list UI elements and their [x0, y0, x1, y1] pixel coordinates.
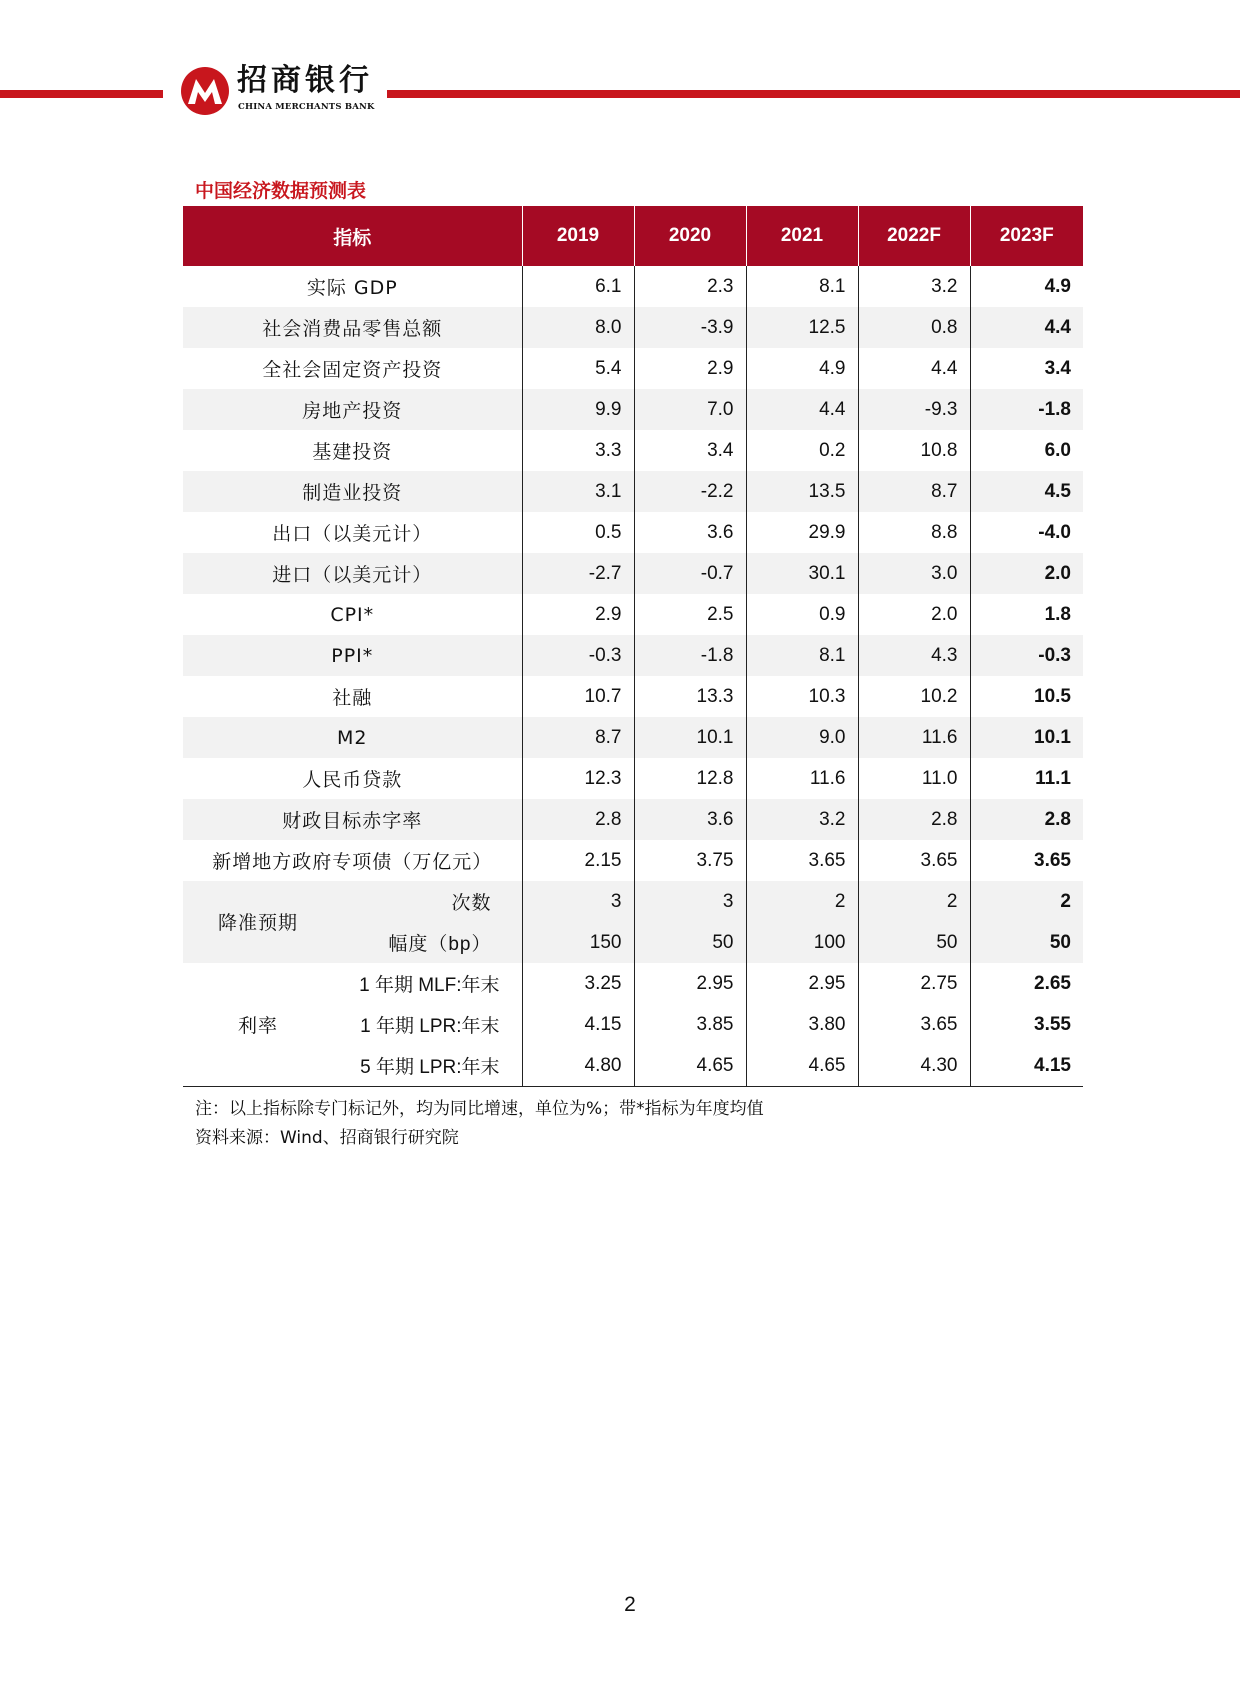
table-cell: 3.4 — [634, 430, 746, 471]
table-cell: 9.9 — [522, 389, 634, 430]
table-row — [183, 307, 1083, 348]
table-cell: 50 — [634, 922, 746, 963]
sub-row-label: 1 年期 LPR:年末 — [360, 1016, 500, 1037]
table-cell: 4.15 — [970, 1045, 1083, 1087]
table-cell: 100 — [746, 922, 858, 963]
table-cell: 8.7 — [522, 717, 634, 758]
table-cell: 3.80 — [746, 1004, 858, 1045]
table-row — [183, 635, 1083, 676]
table-cell: -2.2 — [634, 471, 746, 512]
table-cell: 2.8 — [522, 799, 634, 840]
table-cell: 4.4 — [746, 389, 858, 430]
table-note: 注：以上指标除专门标记外，均为同比增速，单位为%；带*指标为年度均值 — [195, 1099, 764, 1119]
table-cell: 29.9 — [746, 512, 858, 553]
row-label: CPI* — [330, 603, 375, 626]
row-label: 房地产投资 — [183, 389, 522, 430]
table-cell: 2 — [746, 881, 858, 922]
table-cell: -1.8 — [970, 389, 1083, 430]
row-label: M2 — [183, 717, 522, 758]
table-row — [183, 758, 1083, 799]
table-cell: 4.65 — [634, 1045, 746, 1087]
table-cell: 10.5 — [970, 676, 1083, 717]
table-row — [183, 594, 1083, 635]
page-number: 2 — [624, 1593, 636, 1616]
table-cell: 12.8 — [634, 758, 746, 799]
column-header: 2020 — [634, 206, 746, 266]
table-cell: 4.30 — [858, 1045, 970, 1087]
table-cell: 3.85 — [634, 1004, 746, 1045]
row-label — [183, 1045, 522, 1087]
table-cell: 10.2 — [858, 676, 970, 717]
table-cell: 4.4 — [858, 348, 970, 389]
table-row — [183, 717, 1083, 758]
table-cell: 8.7 — [858, 471, 970, 512]
table-cell: 4.15 — [522, 1004, 634, 1045]
table-cell: -0.3 — [522, 635, 634, 676]
table-cell: 2.8 — [970, 799, 1083, 840]
table-cell: 150 — [522, 922, 634, 963]
cmb-logo-icon — [180, 66, 230, 116]
table-cell: 4.9 — [970, 266, 1083, 307]
row-label: 进口（以美元计） — [183, 553, 522, 594]
table-cell: 8.1 — [746, 635, 858, 676]
table-cell: 5.4 — [522, 348, 634, 389]
table-cell: 8.8 — [858, 512, 970, 553]
table-cell: 3.3 — [522, 430, 634, 471]
brand-name-cn: 招商银行 — [237, 63, 373, 98]
table-cell: 3.4 — [970, 348, 1083, 389]
row-label: 社融 — [332, 687, 373, 709]
brand-name-en: CHINA MERCHANTS BANK — [238, 102, 375, 112]
table-row — [183, 1004, 1083, 1045]
table-row — [183, 348, 1083, 389]
table-cell: 2.95 — [746, 963, 858, 1004]
table-cell: 9.0 — [746, 717, 858, 758]
row-label: 基建投资 — [312, 441, 393, 463]
table-cell: 13.3 — [634, 676, 746, 717]
table-cell: 3.65 — [746, 840, 858, 881]
row-label — [183, 963, 522, 1004]
table-row — [183, 676, 1083, 717]
header-rule-right — [387, 90, 1240, 98]
table-cell: 50 — [970, 922, 1083, 963]
forecast-table — [183, 206, 1083, 1087]
table-cell: 3.0 — [858, 553, 970, 594]
table-row — [183, 799, 1083, 840]
row-label: 实际 GDP — [306, 277, 398, 299]
sub-row-label: 5 年期 LPR:年末 — [360, 1057, 500, 1078]
table-cell: 8.1 — [746, 266, 858, 307]
table-cell: 2.95 — [634, 963, 746, 1004]
column-header: 2022F — [858, 206, 970, 266]
table-cell: 2.15 — [522, 840, 634, 881]
table-row — [183, 1045, 1083, 1087]
table-cell: 11.0 — [858, 758, 970, 799]
table-cell: 3.65 — [970, 840, 1083, 881]
sub-row-label: 次数 — [451, 893, 492, 914]
table-cell: 0.5 — [522, 512, 634, 553]
table-cell: 11.6 — [858, 717, 970, 758]
table-cell: 1.8 — [970, 594, 1083, 635]
group-label: 利率 — [237, 1016, 278, 1037]
table-row — [183, 389, 1083, 430]
table-cell: 3.6 — [634, 512, 746, 553]
table-cell: -0.7 — [634, 553, 746, 594]
table-cell: 4.5 — [970, 471, 1083, 512]
table-cell: 10.1 — [634, 717, 746, 758]
row-label: 财政目标赤字率 — [183, 799, 522, 840]
table-cell: 2.3 — [634, 266, 746, 307]
table-cell: 12.5 — [746, 307, 858, 348]
table-row — [183, 512, 1083, 553]
row-label: 人民币贷款 — [302, 769, 403, 791]
table-cell: 2.0 — [970, 553, 1083, 594]
table-cell: 2.5 — [634, 594, 746, 635]
row-label: 出口（以美元计） — [272, 523, 433, 545]
table-cell: 10.1 — [970, 717, 1083, 758]
table-cell: -4.0 — [970, 512, 1083, 553]
sub-row-label: 1 年期 MLF:年末 — [359, 975, 500, 996]
table-row — [183, 471, 1083, 512]
table-cell: 2.8 — [858, 799, 970, 840]
table-cell: 4.80 — [522, 1045, 634, 1087]
row-label: 制造业投资 — [183, 471, 522, 512]
row-label: 全社会固定资产投资 — [262, 359, 443, 381]
table-cell: 13.5 — [746, 471, 858, 512]
table-row — [183, 430, 1083, 471]
row-label: PPI* — [183, 635, 522, 676]
table-cell: 10.8 — [858, 430, 970, 471]
table-cell: 3 — [634, 881, 746, 922]
table-cell: 3.2 — [858, 266, 970, 307]
table-row — [183, 553, 1083, 594]
table-cell: 2.75 — [858, 963, 970, 1004]
table-cell: 2.0 — [858, 594, 970, 635]
table-row — [183, 266, 1083, 307]
table-cell: 0.8 — [858, 307, 970, 348]
table-cell: -1.8 — [634, 635, 746, 676]
table-cell: 30.1 — [746, 553, 858, 594]
table-cell: 6.1 — [522, 266, 634, 307]
table-cell: 11.1 — [970, 758, 1083, 799]
table-cell: 10.7 — [522, 676, 634, 717]
table-cell: 4.3 — [858, 635, 970, 676]
table-title: 中国经济数据预测表 — [195, 180, 367, 202]
table-cell: 10.3 — [746, 676, 858, 717]
table-cell: 7.0 — [634, 389, 746, 430]
table-cell: 8.0 — [522, 307, 634, 348]
row-label — [183, 881, 522, 934]
table-cell: 2 — [970, 881, 1083, 922]
table-row — [183, 881, 1083, 922]
sub-row-label: 幅度（bp） — [388, 934, 492, 955]
table-cell: -9.3 — [858, 389, 970, 430]
table-cell: -2.7 — [522, 553, 634, 594]
table-cell: 2.65 — [970, 963, 1083, 1004]
row-label: 社会消费品零售总额 — [183, 307, 522, 348]
table-cell: 3.65 — [858, 840, 970, 881]
table-cell: 2.9 — [522, 594, 634, 635]
table-cell: 3.1 — [522, 471, 634, 512]
table-cell: 4.4 — [970, 307, 1083, 348]
table-cell: 6.0 — [970, 430, 1083, 471]
table-row — [183, 963, 1083, 1004]
table-cell: 4.9 — [746, 348, 858, 389]
table-row — [183, 840, 1083, 881]
row-label: 新增地方政府专项债（万亿元） — [212, 851, 493, 873]
table-cell: 3.2 — [746, 799, 858, 840]
column-header: 指标 — [183, 206, 522, 266]
column-header: 2019 — [522, 206, 634, 266]
header-rule-left — [0, 90, 163, 98]
table-cell: 50 — [858, 922, 970, 963]
table-cell: 3.6 — [634, 799, 746, 840]
table-cell: 0.9 — [746, 594, 858, 635]
table-cell: 3 — [522, 881, 634, 922]
table-header-row — [183, 206, 1083, 266]
table-cell: 3.65 — [858, 1004, 970, 1045]
table-cell: 12.3 — [522, 758, 634, 799]
table-cell: 0.2 — [746, 430, 858, 471]
column-header: 2021 — [746, 206, 858, 266]
group-label: 降准预期 — [217, 913, 298, 934]
table-cell: -3.9 — [634, 307, 746, 348]
row-label — [183, 1004, 522, 1045]
table-cell: 3.25 — [522, 963, 634, 1004]
table-cell: 4.65 — [746, 1045, 858, 1087]
table-cell: 11.6 — [746, 758, 858, 799]
column-header: 2023F — [970, 206, 1083, 266]
table-cell: 2 — [858, 881, 970, 922]
table-cell: -0.3 — [970, 635, 1083, 676]
data-source: 资料来源：Wind、招商银行研究院 — [195, 1128, 459, 1148]
table-cell: 3.75 — [634, 840, 746, 881]
table-cell: 2.9 — [634, 348, 746, 389]
table-cell: 3.55 — [970, 1004, 1083, 1045]
